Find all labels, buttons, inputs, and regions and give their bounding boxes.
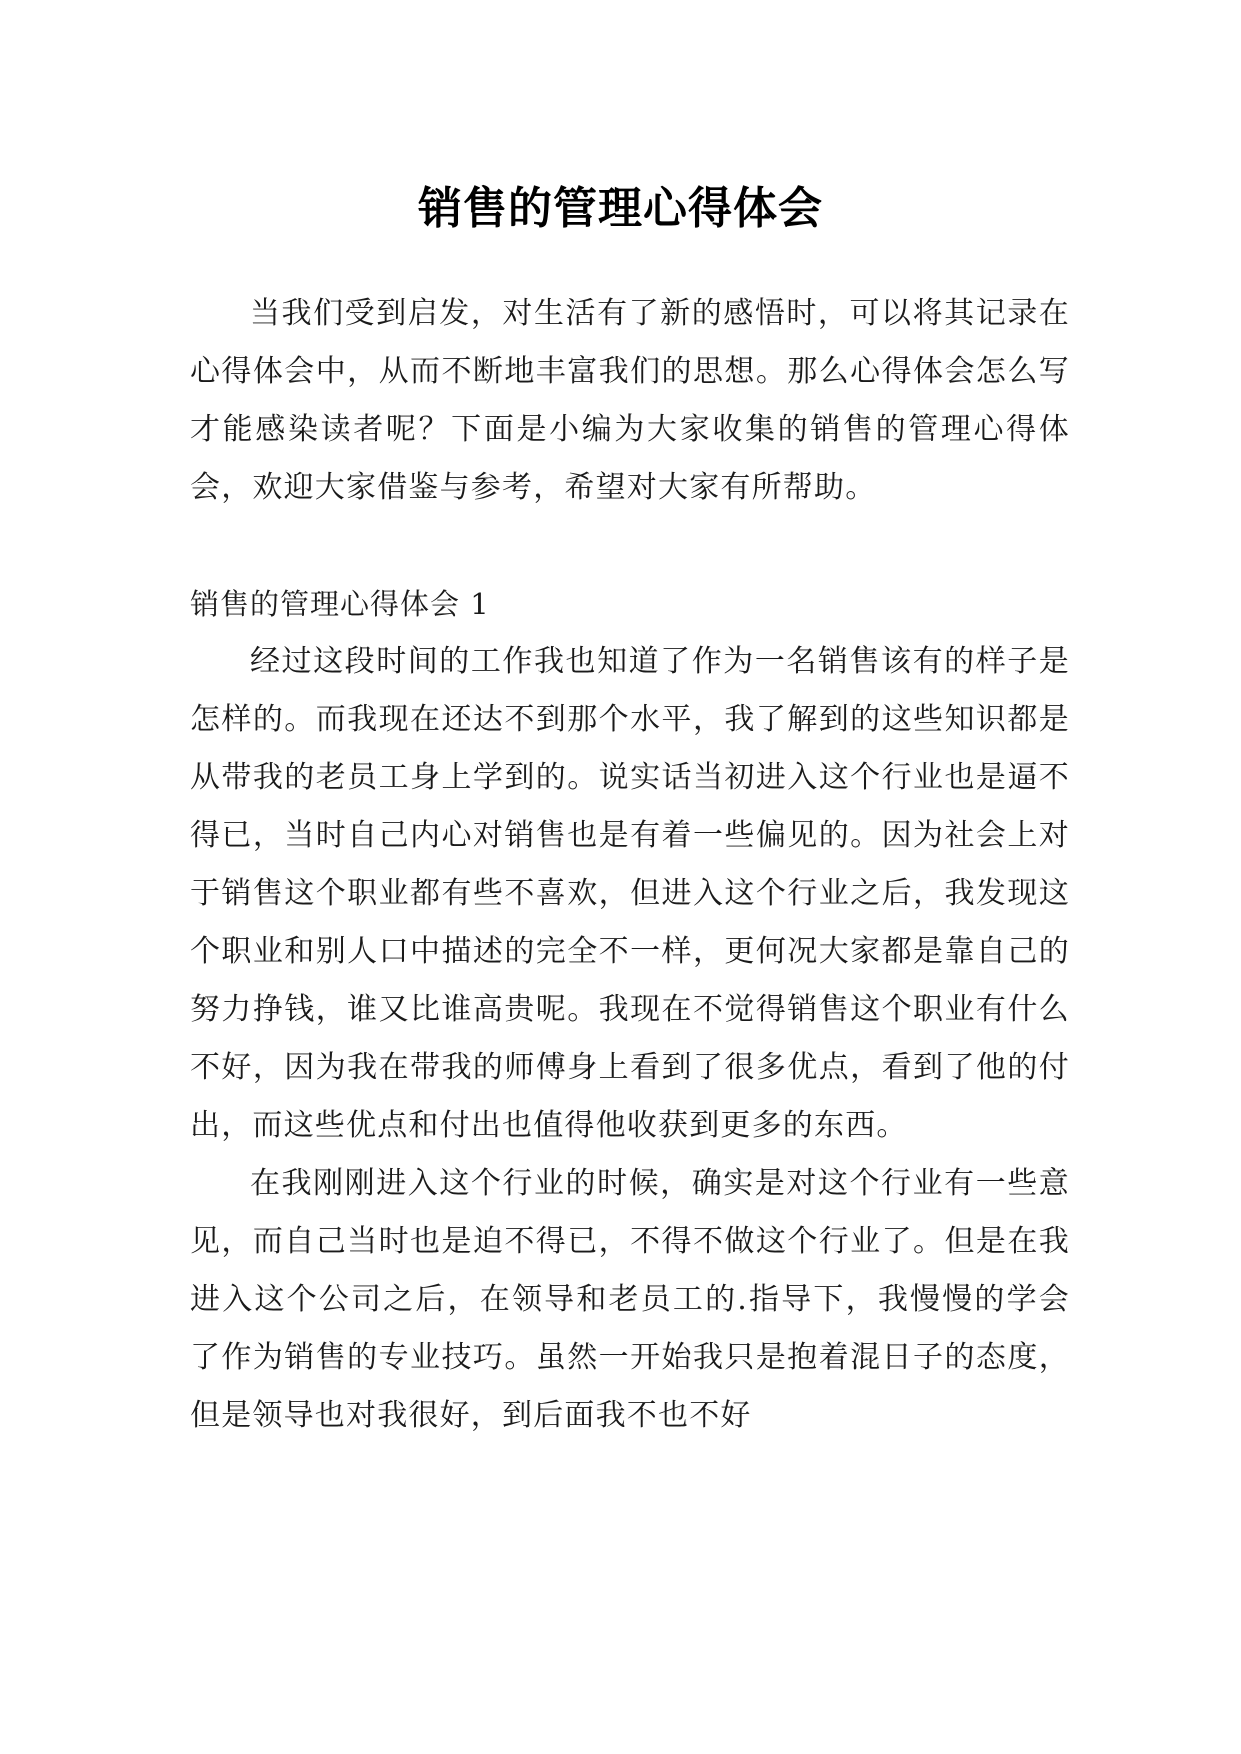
body-paragraph: 经过这段时间的工作我也知道了作为一名销售该有的样子是怎样的。而我现在还达不到那个水平，我了解到的这些知识都是从带我的老员工身上学到的。说实话当初进入这个行业也是逼不得已，当时自己内心对销售也是有着一些偏见的。因为社会上对于销售这个职业都有些不喜欢，但进入这个行业之后，我发现这个职业和别人口中描述的完全不一样，更何况大家都是靠自己的努力挣钱，谁又比谁高贵呢。我现在不觉得销售这个职业有什么不好，因为我在带我的师傅身上看到了很多优点，看到了他的付出，而这些优点和付出也值得他收获到更多的东西。	[190, 644, 1070, 1143]
section-heading: 销售的管理心得体会 1	[190, 587, 490, 621]
document-body	[190, 285, 1070, 1445]
body-paragraph: 在我刚刚进入这个行业的时候，确实是对这个行业有一些意见，而自己当时也是迫不得已，不得不做这个行业了。但是在我进入这个公司之后，在领导和老员工的.指导下，我慢慢的学会了作为销售的专业技巧。虽然一开始我只是抱着混日子的态度，但是领导也对我很好，到后面我不也不好	[190, 1166, 1070, 1433]
intro-paragraph: 当我们受到启发，对生活有了新的感悟时，可以将其记录在心得体会中，从而不断地丰富我们的思想。那么心得体会怎么写才能感染读者呢？下面是小编为大家收集的销售的管理心得体会，欢迎大家借鉴与参考，希望对大家有所帮助。	[190, 296, 1070, 505]
document-title: 销售的管理心得体会	[418, 183, 823, 235]
